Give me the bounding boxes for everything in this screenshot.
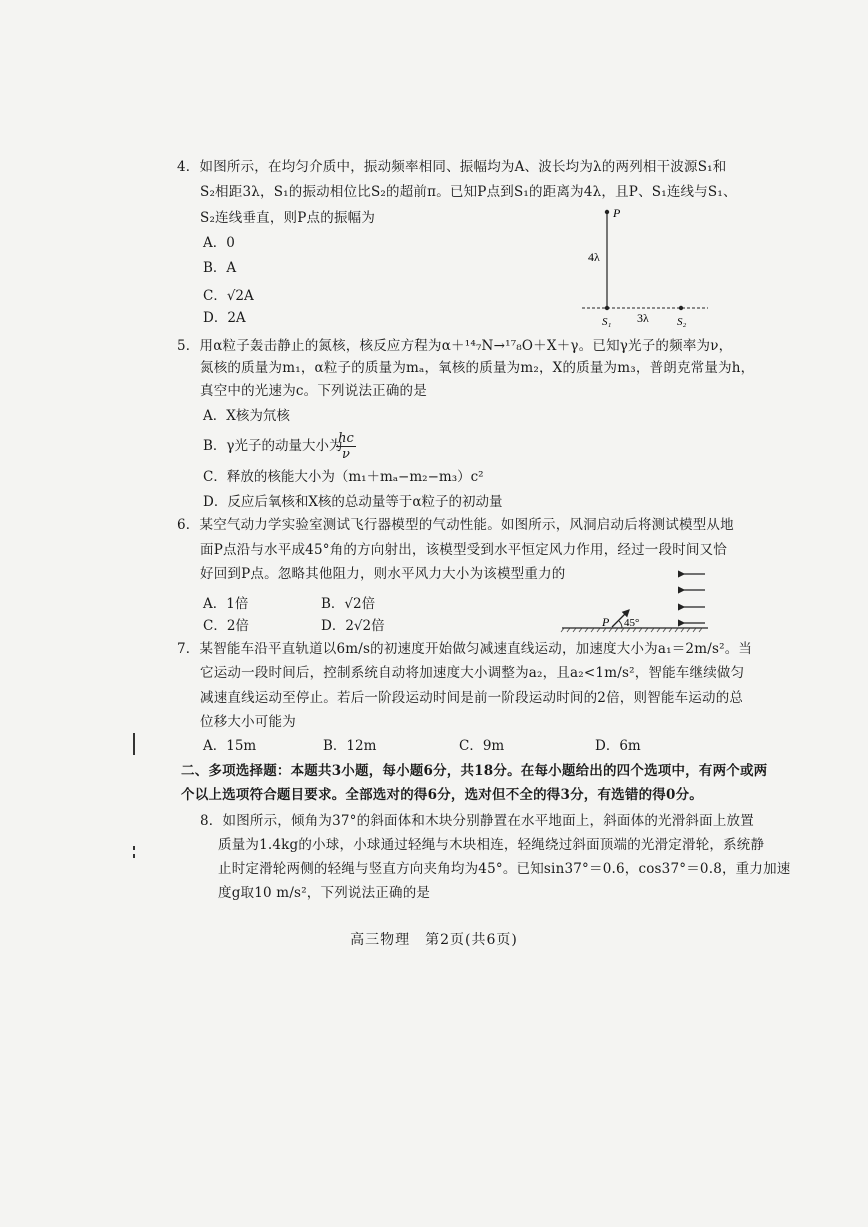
q4-figure-label-3lambda: 3λ (637, 311, 649, 325)
q8-line-1: 8．如图所示，倾角为37°的斜面体和木块分别静置在水平地面上，斜面体的光滑斜面上放置 (200, 813, 754, 829)
q4-option-a: A．0 (203, 235, 235, 251)
q4-figure-point-s2 (679, 306, 683, 310)
scan-margin-mark (133, 854, 135, 858)
q6-option-a: A．1倍 (203, 596, 249, 612)
q5-option-b-fraction (336, 431, 356, 462)
q4-line-1: 4．如图所示，在均匀介质中，振动频率相同、振幅均为A、波长均为λ的两列相干波源S₁和 (177, 159, 727, 175)
q5-option-d: D．反应后氧核和X核的总动量等于α粒子的初动量 (203, 494, 503, 510)
q6-option-d: D．2√2倍 (321, 618, 385, 634)
q7-line-4: 位移大小可能为 (200, 714, 296, 730)
scan-margin-mark (133, 846, 135, 850)
q7-option-a: A．15m (203, 738, 257, 754)
q7-option-b: B．12m (323, 738, 377, 754)
q6-figure (560, 565, 710, 635)
q7-option-c: C．9m (459, 738, 505, 754)
q6-option-c: C．2倍 (203, 618, 249, 634)
q5-option-c: C．释放的核能大小为（m₁＋mₐ−m₂−m₃）c² (203, 469, 484, 485)
q5-line-2: 氮核的质量为m₁，α粒子的质量为mₐ，氧核的质量为m₂，X的质量为m₃，普朗克常量为h， (200, 360, 755, 376)
q4-figure-label-s2: S₂ (677, 316, 687, 328)
q5-line-3: 真空中的光速为c。下列说法正确的是 (200, 383, 427, 399)
q6-angle-arc (619, 621, 622, 628)
q6-option-b: B．√2倍 (321, 596, 376, 612)
q4-figure-label-p: P (613, 206, 621, 220)
q7-line-1: 7．某智能车沿平直轨道以6m/s的初速度开始做匀减速直线运动，加速度大小为a₁＝2m/s²。当 (177, 641, 753, 657)
q5-line-1: 5．用α粒子轰击静止的氮核，核反应方程为α＋¹⁴₇N→¹⁷₈O＋X＋γ。已知γ光子的频率为ν， (177, 338, 733, 354)
q4-option-d: D．2A (203, 310, 246, 326)
scan-margin-mark (133, 733, 135, 755)
q6-line-1: 6．某空气动力学实验室测试飞行器模型的气动性能。如图所示，风洞启动后将测试模型从地 (177, 517, 734, 533)
q4-figure-label-s1: S₁ (602, 316, 612, 328)
q6-line-3: 好回到P点。忽略其他阻力，则水平风力大小为该模型重力的 (200, 566, 566, 582)
q4-line-2: S₂相距3λ，S₁的振动相位比S₂的超前π。已知P点到S₁的距离为4λ，且P、S₁连线与S₁、 (200, 184, 737, 200)
section2-heading-line-1: 二、多项选择题：本题共3小题，每小题6分，共18分。在每小题给出的四个选项中，有两个或两 (181, 763, 768, 779)
q4-figure-point-p (605, 210, 609, 214)
q7-option-d: D．6m (595, 738, 641, 754)
q5-option-a: A．X核为氘核 (203, 408, 290, 424)
q6-line-2: 面P点沿与水平成45°角的方向射出，该模型受到水平恒定风力作用，经过一段时间又恰 (200, 542, 728, 558)
q7-line-2: 它运动一段时间后，控制系统自动将加速度大小调整为a₂，且a₂<1m/s²，智能车继续做匀 (200, 665, 745, 681)
fraction-denominator: ν (342, 447, 350, 462)
page-footer: 高三物理 第2页(共6页) (350, 932, 518, 948)
q8-line-4: 度g取10 m/s²，下列说法正确的是 (218, 885, 431, 901)
q4-option-b: B．A (203, 260, 237, 276)
q6-figure-label-p: P (602, 615, 610, 629)
fraction-numerator: hc (336, 431, 356, 447)
q4-figure (580, 200, 710, 330)
q4-option-c: C．√2A (203, 288, 254, 304)
q6-figure-label-angle: 45° (624, 617, 640, 629)
q4-figure-label-4lambda: 4λ (588, 250, 600, 264)
q8-line-3: 止时定滑轮两侧的轻绳与竖直方向夹角均为45°。已知sin37°＝0.6，cos37°＝0.8，重力加速 (218, 861, 791, 877)
section2-heading-line-2: 个以上选项符合题目要求。全部选对的得6分，选对但不全的得3分，有选错的得0分。 (181, 787, 703, 803)
q4-figure-point-s1 (605, 306, 609, 310)
q5-option-b: B．γ光子的动量大小为 (203, 438, 343, 454)
q4-line-3: S₂连线垂直，则P点的振幅为 (200, 210, 376, 226)
q8-line-2: 质量为1.4kg的小球，小球通过轻绳与木块相连，轻绳绕过斜面顶端的光滑定滑轮，系统静 (218, 837, 765, 853)
q7-line-3: 减速直线运动至停止。若后一阶段运动时间是前一阶段运动时间的2倍，则智能车运动的总 (200, 690, 744, 706)
